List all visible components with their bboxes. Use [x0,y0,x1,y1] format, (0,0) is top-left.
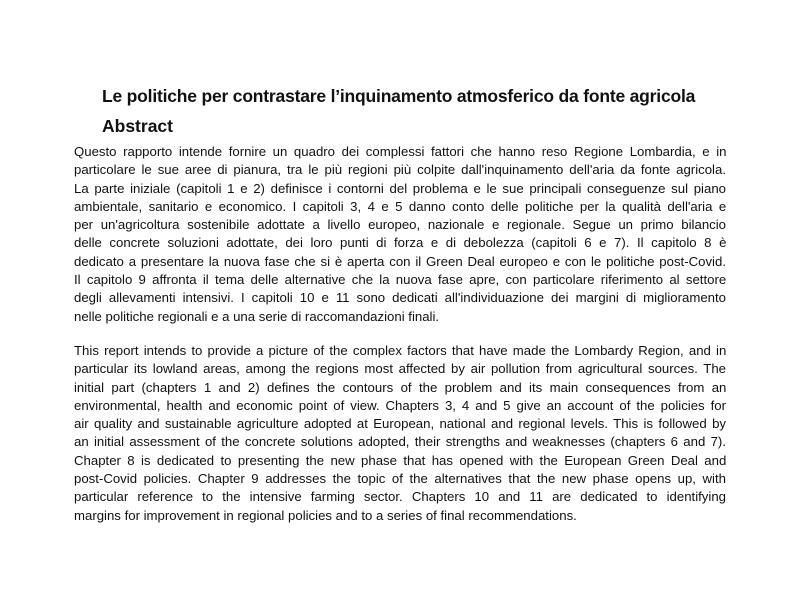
paragraph-line: Questo rapporto intende fornire un quadro dei complessi fattori che hanno reso Regione Lombardia, e in [74,144,727,159]
paragraph-line: degli allevamenti intensivi. I capitoli 10 e 11 sono dedicati all'individuazione dei margini di miglioramento [74,290,726,306]
paragraph-line: an initial assessment of the concrete solutions adopted, their strengths and weaknesses (chapters 6 and 7). [74,434,726,450]
paragraph-line: air quality and sustainable agriculture adopted at European, national and regional levels. This is followed by [74,416,726,432]
paragraph-line: Chapter 8 is dedicated to presenting the new phase that has opened with the European Green Deal and [74,452,727,468]
paragraph-line: margins for improvement in regional policies and to a series of final recommendations. [74,507,577,523]
paragraph-line: particular reference to the intensive farming sector. Chapters 10 and 11 are dedicated to identifying [74,489,726,505]
paragraph-line: initial part (chapters 1 and 2) defines the contours of the problem and its main consequences from an [74,379,727,395]
section-heading-abstract: Abstract [102,116,173,136]
paragraph-line: This report intends to provide a picture of the complex factors that have made the Lombardy Region, and in [74,343,727,358]
paragraph-line: La parte iniziale (capitoli 1 e 2) definisce i contorni del problema e le sue principali conseguenze sul piano [74,180,726,196]
paragraph-line: delle concrete soluzioni adottate, dei loro punti di forza e di debolezza (capitoli 6 e 7). Il capitolo 8 è [74,235,727,251]
document-title: Le politiche per contrastare l’inquinamento atmosferico da fonte agricola [102,86,696,106]
paragraph-line: environmental, health and economic point of view. Chapters 3, 4 and 5 give an account of the policies for [74,397,726,413]
paragraph-line: per un'agricoltura sostenibile adottate a livello europeo, nazionale e regionale. Segue un primo bilancio [74,217,727,233]
paragraph-line: post-Covid policies. Chapter 9 addresses the topic of the alternatives that the new phase opens up, with [74,471,726,487]
paragraph-line: Il capitolo 9 affronta il tema delle alternative che la nuova fase apre, con particolare riferimento al settore [74,272,727,288]
paragraph-line: particular its lowland areas, among the regions most affected by air pollution from agricultural sources. The [74,361,726,377]
paragraph-line: particolare le sue aree di pianura, tra le più regioni più colpite dall'inquinamento dell'aria da fonte agricola. [74,162,726,178]
paragraph-line: dedicato a presentare la nuova fase che si è aperta con il Green Deal europeo e con le politiche post-Covid. [74,253,726,269]
paragraph-line: ambientale, sanitario e economico. I capitoli 3, 4 e 5 danno conto delle politiche per la qualità dell'aria e [74,198,727,214]
abstract-paragraph-english [74,342,726,525]
abstract-paragraph-italian [74,143,726,326]
paragraph-line: nelle politiche regionali e a una serie di raccomandazioni finali. [74,308,440,324]
